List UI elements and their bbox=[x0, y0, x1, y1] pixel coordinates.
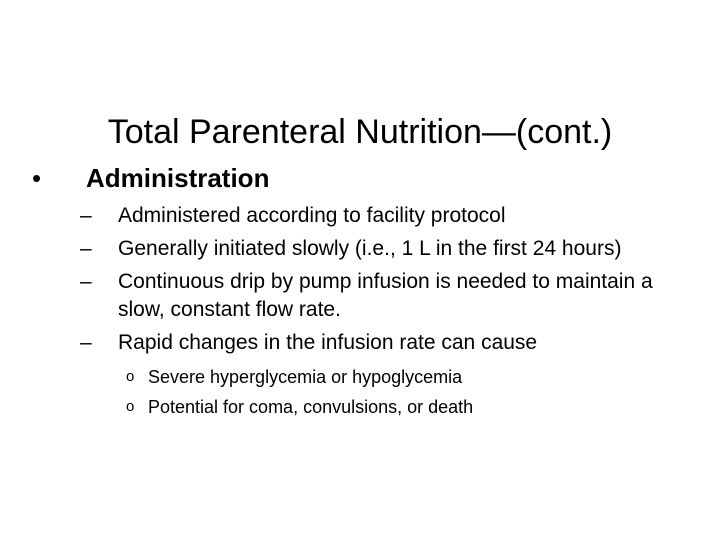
sub-bullet-item bbox=[30, 202, 680, 230]
sub-sub-bullet-text: Severe hyperglycemia or hypoglycemia bbox=[148, 367, 463, 387]
sub-sub-bullet-item bbox=[30, 392, 680, 422]
bullet-dot-icon: • bbox=[32, 163, 42, 193]
sub-sub-bullet-item bbox=[30, 362, 680, 392]
sub-bullet-item bbox=[30, 329, 680, 357]
circle-bullet-icon: o bbox=[126, 368, 135, 385]
sub-sub-bullet-list bbox=[30, 362, 680, 422]
slide-title: Total Parenteral Nutrition—(cont.) bbox=[107, 113, 613, 151]
dash-icon: – bbox=[80, 331, 92, 354]
bullet-item-administration bbox=[30, 158, 680, 198]
sub-sub-bullet-text: Potential for coma, convulsions, or death bbox=[148, 397, 474, 417]
dash-icon: – bbox=[80, 270, 92, 293]
sub-bullet-text: Generally initiated slowly (i.e., 1 L in the first 24 hours) bbox=[118, 237, 622, 260]
circle-bullet-icon: o bbox=[126, 398, 135, 415]
slide-content bbox=[30, 158, 680, 422]
dash-icon: – bbox=[80, 237, 92, 260]
sub-bullet-text: Administered according to facility protocol bbox=[118, 204, 506, 227]
sub-bullet-item bbox=[30, 235, 680, 263]
sub-bullet-text: Continuous drip by pump infusion is needed to maintain a slow, constant flow rate. bbox=[118, 270, 653, 321]
sub-bullet-item bbox=[30, 268, 680, 324]
bullet-heading: Administration bbox=[86, 163, 270, 193]
sub-bullet-list bbox=[30, 202, 680, 422]
sub-bullet-text: Rapid changes in the infusion rate can cause bbox=[118, 331, 538, 354]
dash-icon: – bbox=[80, 204, 92, 227]
